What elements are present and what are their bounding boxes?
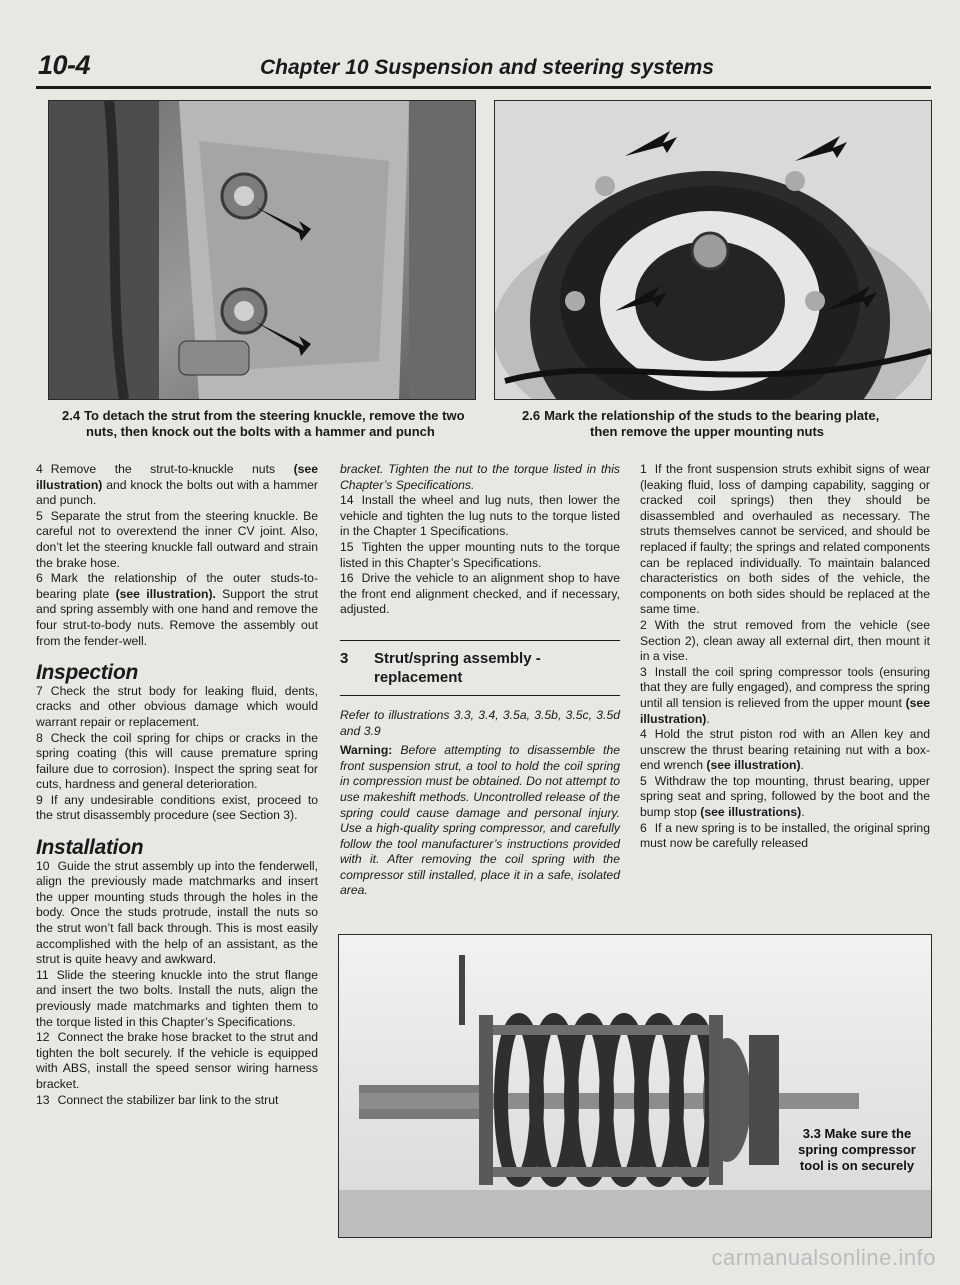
paragraph-4: 4 Remove the strut-to-knuckle nuts (see illustration) and knock the bolts out with a hammer and punch.	[36, 462, 318, 508]
photo-spring-compressor	[338, 934, 932, 1238]
watermark: carmanualsonline.info	[711, 1245, 936, 1270]
photo-steering-knuckle	[48, 100, 476, 400]
heading-installation: Installation	[36, 836, 144, 860]
paragraph-5: 5 Separate the strut from the steering knuckle. Be careful not to overextend the inner CV joint. Also, don’t let the steering knuckle fall outward and strain the brake hose.	[36, 508, 318, 570]
paragraph-12: 12 Connect the brake hose bracket to the strut and tighten the bolt securely. If the vehicle is equipped with ABS, install the speed sensor wiring harness bracket.	[36, 1030, 318, 1091]
page-number: 10-4	[38, 50, 91, 80]
paragraph-15: 15 Tighten the upper mounting nuts to the torque listed in this Chapter’s Specifications.	[340, 539, 620, 570]
paragraph-3-6: 6 If a new spring is to be installed, the original spring must now be carefully released	[640, 820, 930, 851]
paragraph-6: 6 Mark the relationship of the outer studs-to-bearing plate (see illustration). Support the strut and spring assembly with one hand and remove the four strut-to-body nuts. Remove the assembly out from the fender-well.	[36, 571, 318, 648]
section-title: Strut/spring assembly - replacement	[374, 649, 541, 686]
paragraph-3-4: 4 Hold the strut piston rod with an Allen key and unscrew the thrust bearing retaining nut with a box-end wrench (see illustration).	[640, 727, 930, 773]
photo-upper-mount	[494, 100, 932, 400]
paragraph-16: 16 Drive the vehicle to an alignment shop to have the front end alignment checked, and if necessary, adjusted.	[340, 571, 620, 617]
paragraph-3-5: 5 Withdraw the top mounting, thrust bearing, upper spring seat and spring, followed by the boot and the bump stop (see illustrations).	[640, 773, 930, 820]
text-column-3	[640, 462, 930, 852]
text-column-2	[340, 462, 620, 899]
section-heading-box	[340, 640, 620, 696]
paragraph-9: 9 If any undesirable conditions exist, proceed to the strut disassembly procedure (see Section 3).	[36, 792, 318, 823]
refer-to-illustrations: Refer to illustrations 3.3, 3.4, 3.5a, 3.5b, 3.5c, 3.5d and 3.9	[340, 707, 620, 738]
paragraph-3-2: 2 With the strut removed from the vehicle (see Section 2), clean away all external dirt, then mount it in a vise.	[640, 617, 930, 664]
paragraph-8: 8 Check the coil spring for chips or cracks in the spring coating (this will cause premature spring failure due to corrosion). Inspect the spring seat for cuts, hardness and general deterioration.	[36, 730, 318, 792]
figure-caption-2-6: 2.6 Mark the relationship of the studs to the bearing plate, then remove the upper mounting nuts	[522, 408, 880, 439]
paragraph-14: 14 Install the wheel and lug nuts, then lower the vehicle and tighten the lug nuts to the torque listed in the Chapter 1 Specifications.	[340, 493, 620, 539]
paragraph-3-3: 3 Install the coil spring compressor tools (ensuring that they are fully engaged), and compress the spring until all tension is relieved from the upper mount (see illustration).	[640, 664, 930, 726]
chapter-title: Chapter 10 Suspension and steering systems	[260, 56, 714, 79]
section-number: 3	[340, 649, 349, 667]
paragraph-13: 13 Connect the stabilizer bar link to the strut	[36, 1092, 279, 1107]
header-rule	[36, 86, 931, 89]
paragraph-7: 7 Check the strut body for leaking fluid, dents, cracks and other obvious damage which would warrant repair or replacement.	[36, 683, 318, 729]
figure-caption-2-4: 2.4 To detach the strut from the steering knuckle, remove the two nuts, then knock out the bolts with a hammer and punch	[62, 408, 465, 439]
paragraph-11: 11 Slide the steering knuckle into the strut flange and insert the two bolts. Install the nuts, align the previously made matchmarks and tighten them to the torque listed in this Chapter’s Specifications.	[36, 967, 318, 1029]
figure-caption-3-3: 3.3 Make sure the spring compressor tool is on securely	[798, 1126, 916, 1173]
warning-paragraph: Warning: Before attempting to disassemble the front suspension strut, a tool to hold the coil spring in compression must be obtained. Do not attempt to use makeshift methods. Uncontrolled release of the spring could cause damage and personal injury. Use a high-quality spring compressor, and carefully follow the tool manufacturer’s instructions provided with it. After removing the coil spring with the compressor still installed, place it in a safe, isolated area.	[340, 743, 620, 898]
heading-inspection: Inspection	[36, 661, 139, 685]
text-column-1	[36, 462, 318, 1108]
paragraph-13-continued: bracket. Tighten the nut to the torque listed in this Chapter’s Specifications.	[340, 462, 620, 492]
paragraph-3-1: 1 If the front suspension struts exhibit signs of wear (leaking fluid, loss of damping capability, sagging or cracked coil springs) then they should be disassembled and overhauled as necessary. The struts themselves cannot be serviced, and should be replaced if faulty; the springs and related components can be replaced individually. To maintain balanced characteristics on both sides of the vehicle, the components on both sides should be replaced at the same time.	[640, 462, 930, 617]
paragraph-10: 10 Guide the strut assembly up into the fenderwell, align the previously made matchmarks and insert the upper mounting studs through the holes in the body. Once the studs protrude, install the nuts so the strut won’t fall back through. This is most easily accomplished with the help of an assistant, as the strut is quite heavy and awkward.	[36, 858, 318, 967]
